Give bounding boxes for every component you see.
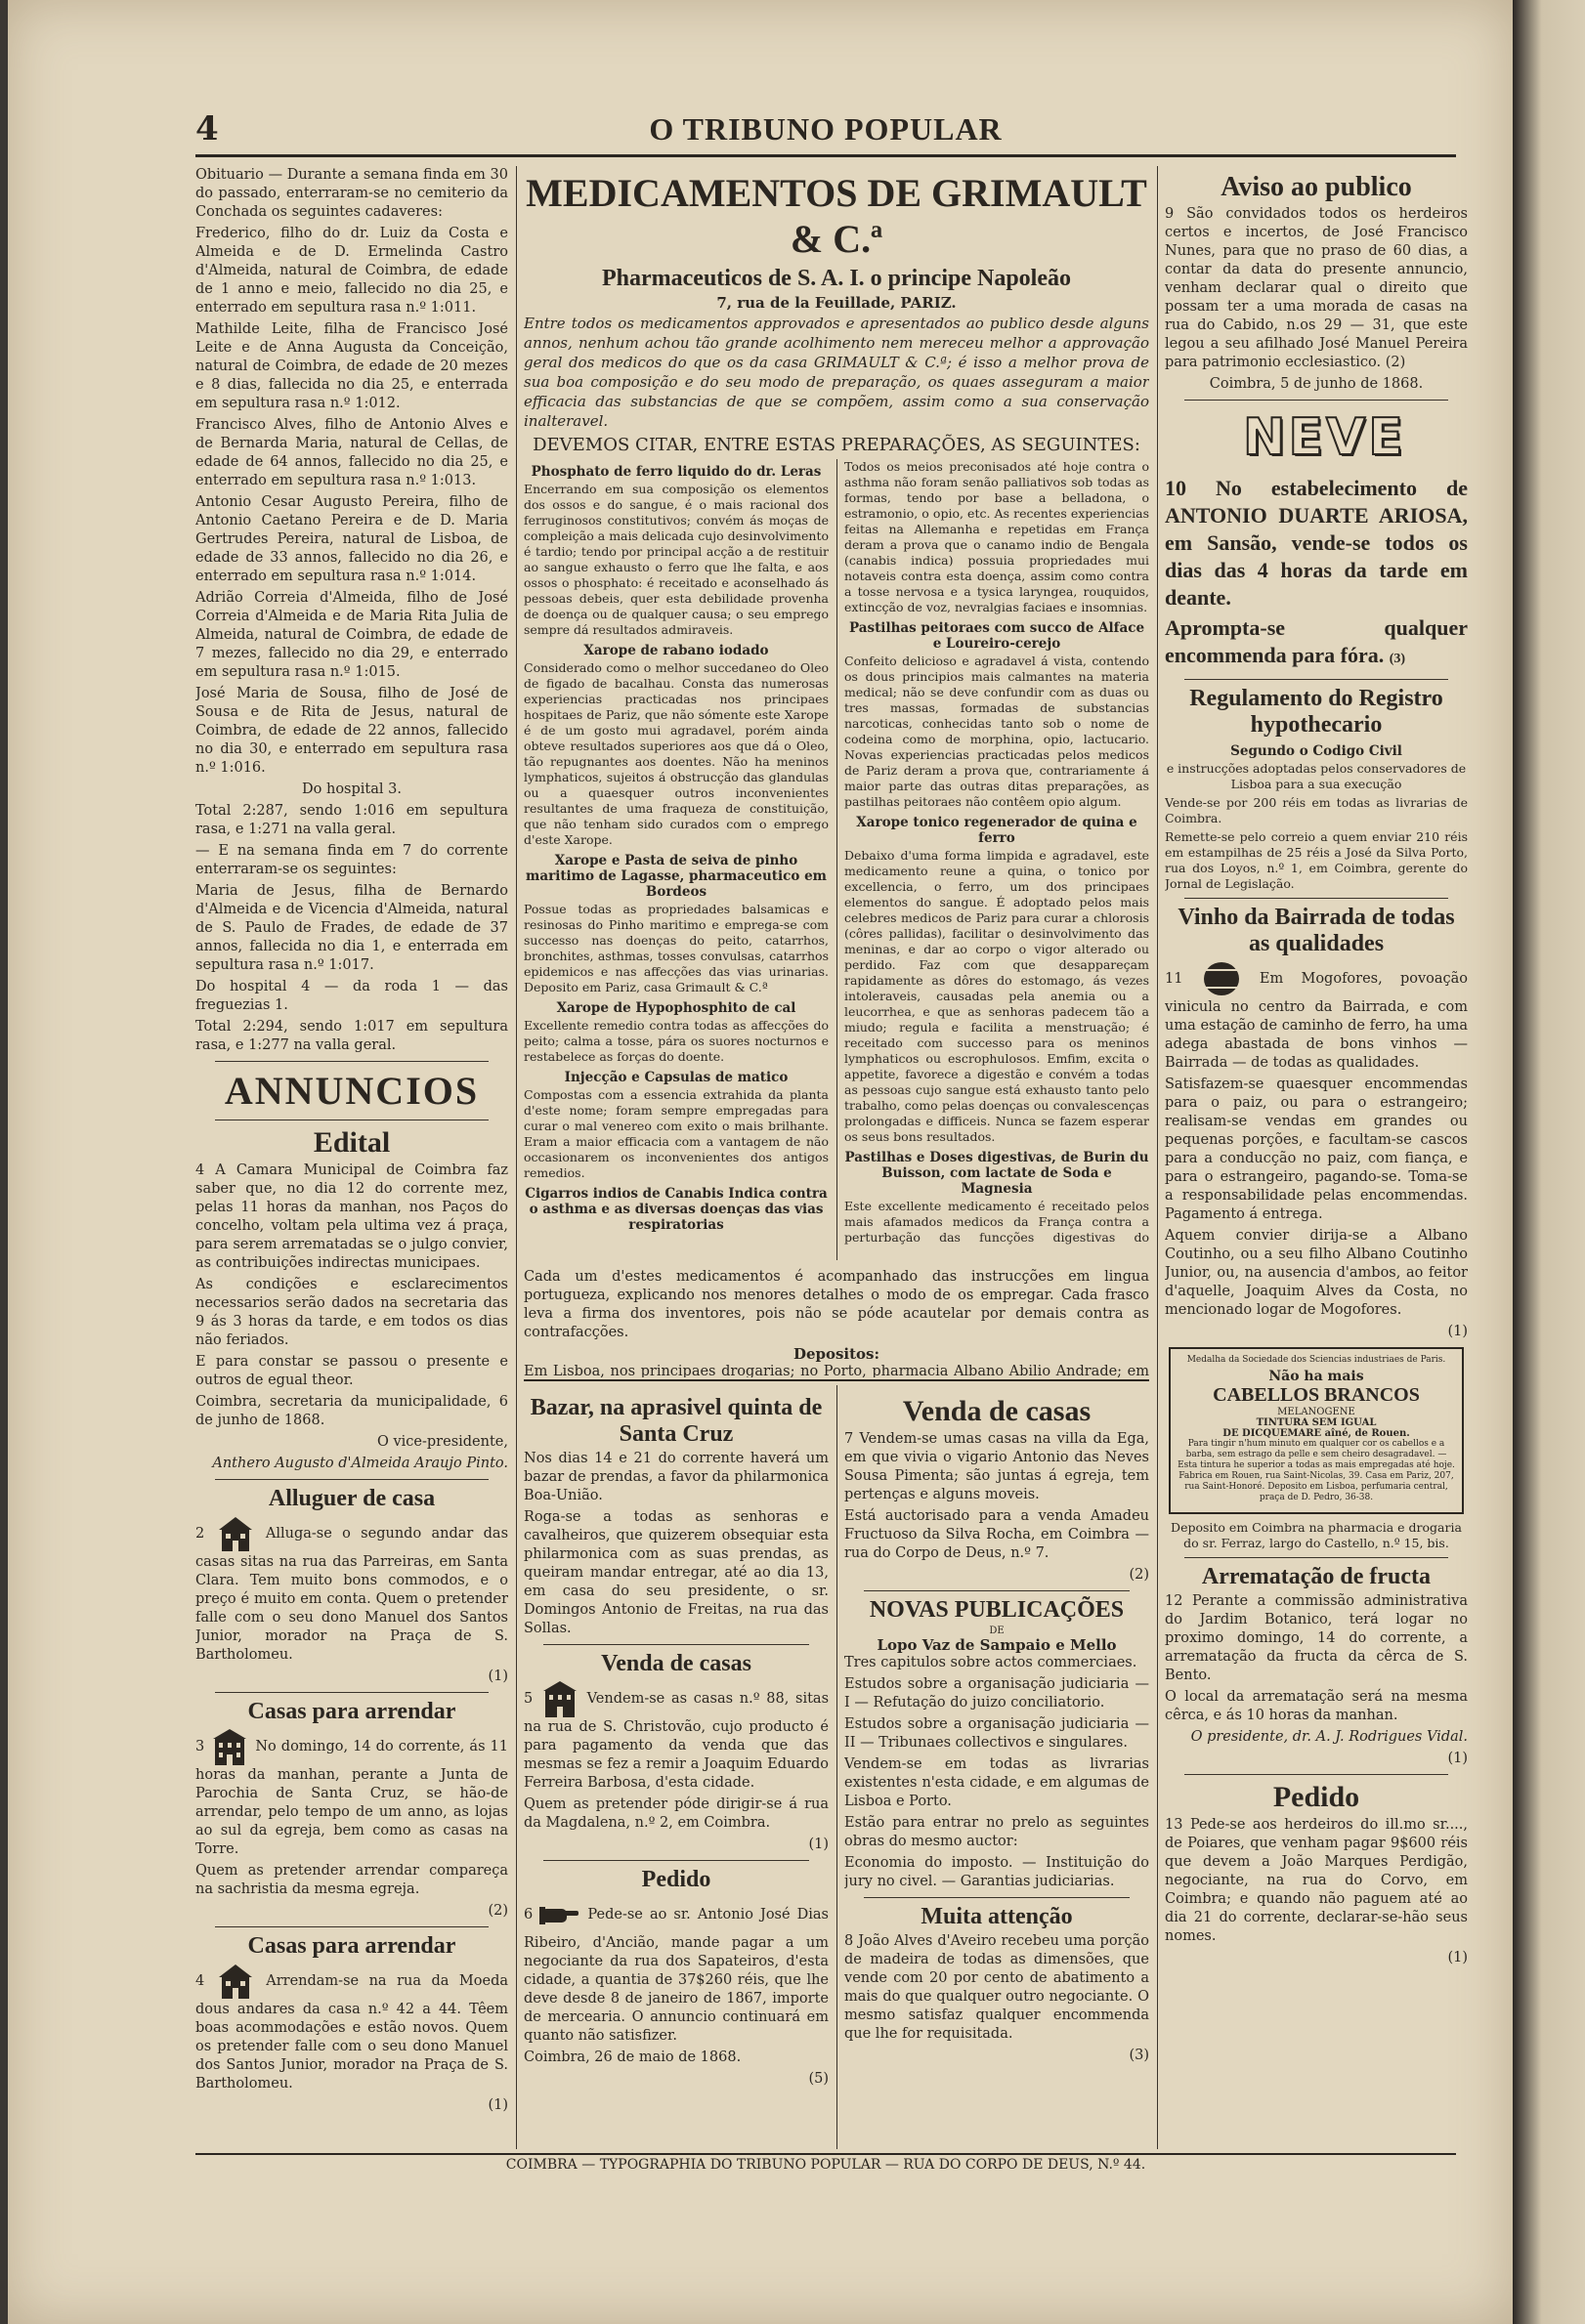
item-heading: Xarope de rabano iodado <box>583 643 769 658</box>
ad-text: Vende-se por 200 réis em todas as livrarias de Coimbra. <box>1165 795 1468 825</box>
ad-number: 2 <box>195 1526 205 1542</box>
edital-para: 4 A Camara Municipal de Coimbra faz saber que, no dia 12 do corrente mez, pelas 11 horas da manhan, nos Paços do concelho, voltam pela ultima vez á praça, para serem arrematadas se o julgo convier, as contribuições indirectas municipaes. <box>195 1162 508 1271</box>
ad-number: 8 <box>844 1933 854 1949</box>
item-heading: Injecção e Capsulas de matico <box>564 1070 789 1085</box>
ad-date: Coimbra, 5 de junho de 1868. <box>1209 376 1424 392</box>
building-icon <box>539 1679 580 1718</box>
regulamento-sub: Segundo o Codigo Civil <box>1230 743 1402 759</box>
ad-text: Quem as pretender arrendar compareça na sachristia da mesma egreja. <box>195 1863 508 1897</box>
column-1 <box>195 166 508 2154</box>
ad-number: 6 <box>524 1907 534 1923</box>
obituario-section <box>195 166 508 1055</box>
cabellos-tint: TINTURA SEM IGUAL <box>1256 1417 1377 1428</box>
edital-sign: O vice-presidente, <box>376 1434 508 1450</box>
edital-title: Edital <box>313 1126 391 1159</box>
bazar-title: Bazar, na aprasivel quinta de Santa Cruz <box>530 1395 823 1447</box>
ad-text: João Alves d'Aveiro recebeu uma porção de madeira de todas as dimensões, que vende com 20 por cento de abatimento a mais do que qualquer outro negociante. O mesmo satisfaz qualquer encommenda que lhe for requisitada. <box>844 1933 1149 2042</box>
column-3-bottom <box>844 1389 1149 2151</box>
divider <box>215 1479 489 1480</box>
ad-number: 3 <box>195 1739 205 1754</box>
item-text: Encerrando em sua composição os elementos dos ossos e do sangue, é o mais racional dos ferruginosos constitutivos; convém ás moças de compleição a mais delicada cujo desinvolvimento é tardio; tendo por principal acção a de restituir ao sangue exhausto o ferro que lhe falta, e aos ossos o phosphato: é receitado e aconselhado ás pessoas debeis, quer esta debilidade provenha de doença ou de qualquer causa; o seu emprego sempre dá resultados admiraveis. <box>524 482 829 637</box>
venda-title: Venda de casas <box>902 1395 1092 1427</box>
depositos-text: Em Lisboa, nos principaes drogarias; no Porto, pharmacia Albano Abilio Andrade; em <box>524 1364 1149 1377</box>
divider <box>1184 679 1448 680</box>
item-text: Debaixo d'uma forma limpida e agradavel, este medicamento reune a quina, o tonico por excellencia, o ferro, um dos principaes elementos do sangue. É adoptado pelos mais celebres medicos de Pariz para curar a chlorosis (côres pallidas), facilitar o desinvolvimento das meninas, e dar ao corpo o vigor alterado ou perdido. Faz com que desappareçam rapidamente as dôres do estomago, ás vezes intoleraveis, causadas pela anemia ou a leucorrhea, e que as senhoras padecem tão a miudo; regula e facilita a menstruação; é receitado com successo para os meninos lymphaticos ou escrophulosos. Emfim, excita o appetite, favorece a digestão e convém a todas as pessoas cujo sangue está exhausto tanto pelo trabalho, como pelas doenças ou convalescenças prolongadas e difficeis. Nunca se fazem esperar os seus bons resultados. <box>844 848 1149 1144</box>
ad-text: Satisfazem-se quaesquer encommendas para o paiz, ou para o estrangeiro; realisam-se vendas em grandes ou pequenas porções, e facultam-se cascos para a conducção no paiz, com fiança, e para o estrangeiro, pagando-se. Toma-se a responsabilidade pelas encommendas. Pagamento á entrega. <box>1165 1077 1468 1222</box>
divider <box>215 1061 489 1062</box>
obit-para: Total 2:294, sendo 1:017 em sepultura rasa, e 1:277 na valla geral. <box>195 1019 508 1053</box>
item-text: Este excellente medicamento é receitado pelos mais afamados medicos da França contra a perturbação das funcções digestivas do <box>844 1199 1149 1245</box>
divider <box>1184 1557 1448 1558</box>
page-number: 4 <box>195 109 219 148</box>
ad-number: 5 <box>524 1691 534 1707</box>
novas-line: Economia do imposto. — Instituição do jury no civel. — Garantias judiciarias. <box>844 1855 1149 1889</box>
obit-para: — E na semana finda em 7 do corrente enterraram-se os seguintes: <box>195 843 508 877</box>
column-divider <box>836 1385 837 2149</box>
novas-line: Estudos sobre a organisação judiciaria — I — Refutação do juizo conciliatorio. <box>844 1676 1149 1711</box>
obit-para: Frederico, filho do dr. Luiz da Costa e Almeida e de D. Ermelinda Castro d'Almeida, natural de Coimbra, de edade de 1 anno e meio, fallecido no dia 25, e enterrado em sepultura rasa n.º 1:011. <box>195 226 508 316</box>
ad-text: Alluga-se o segundo andar das casas sitas na rua das Parreiras, em Santa Clara. Tem muito bons commodos, e o preço é muito em conta. Quem o pretender falle com o seu dono Manuel dos Santos Junior, morador na Praça de S. Bartholomeu. <box>195 1526 508 1663</box>
cabellos-advert <box>1169 1347 1464 1514</box>
imprint-footer: COIMBRA — TYPOGRAPHIA DO TRIBUNO POPULAR — RUA DO CORPO DE DEUS, N.º 44. <box>505 2157 1146 2173</box>
novas-line: Vendem-se em todas as livrarias existentes n'esta cidade, e em algumas de Lisboa e Porto. <box>844 1756 1149 1809</box>
item-text: Excellente remedio contra todas as affecções do peito; calma a tosse, pára os suores nocturnos e restabelece as forças do doente. <box>524 1018 829 1064</box>
cabellos-title: CABELLOS BRANCOS <box>1213 1384 1420 1406</box>
item-text: Possue todas as propriedades balsamicas e resinosas do Pinho maritimo e emprega-se com successo nas doenças do peito, catarrhos, bronchites, asthmas, tosses convulsas, catarrhos epidemicos e nas affecções das vias urinarias. Deposito em Pariz, casa Grimault & C.ª <box>524 902 829 994</box>
ad-text: No estabelecimento de ANTONIO DUARTE ARIOSA, em Sansão, vende-se todos os dias das 4 horas da tarde em deante. <box>1165 476 1468 610</box>
cabellos-maker: DE DICQUEMARE aîné, de Rouen. <box>1222 1428 1410 1439</box>
novas-de: DE <box>989 1626 1005 1636</box>
divider <box>1184 1774 1448 1775</box>
vinho-title: Vinho da Bairrada de todas as qualidades <box>1178 905 1455 956</box>
ad-number: 7 <box>844 1431 854 1447</box>
obit-para: Mathilde Leite, filha de Francisco José Leite e de Anna Augusta da Conceição, natural de Coimbra, de edade de 20 mezes e 8 dias, fallecida no dia 25, e enterrada em sepultura rasa n.º 1:012. <box>195 321 508 411</box>
ad-text: O local da arrematação será na mesma cêrca, e ás 10 horas da manhan. <box>1165 1689 1468 1723</box>
ad-text: Aquem convier dirija-se a Albano Coutinho, ou a seu filho Albano Coutinho Junior, ou, na ausencia d'ambos, ao feitor d'aquelle, Joaquim Alves da Costa, no mencionado logar de Mogofores. <box>1165 1228 1468 1318</box>
ad-ref: (2) <box>1385 355 1406 370</box>
obit-para: Do hospital 3. <box>302 782 402 797</box>
ad-text: Vendem-se as casas n.º 88, sitas na rua de S. Christovão, cujo producto é para pagamento da venda que das mesmas se fez a remir a Joaquim Eduardo Ferreira Barbosa, d'esta cidade. <box>524 1691 829 1791</box>
ad-ref: (2) <box>1129 1567 1149 1583</box>
item-heading: Pastilhas e Doses digestivas, de Burin du Buisson, com lactate de Soda e Magnesia <box>844 1150 1149 1197</box>
column-divider <box>516 166 517 2149</box>
ad-text: São convidados todos os herdeiros certos e incertos, de José Francisco Nunes, para que no praso de 60 dias, a contar da data do presente annuncio, venham declarar qual o direito que possam ter a uma morada de casas na rua do Cabido, n.os 29 — 31, que este legou a seu afilhado José Manuel Pereira para patrimonio ecclesiastico. <box>1165 206 1468 370</box>
obit-para: José Maria de Sousa, filho de José de Sousa e de Rita de Jesus, natural de Coimbra, de edade de 22 annos, fallecido no dia 30, e enterrado em sepultura rasa n.º 1:016. <box>195 686 508 776</box>
header-rule <box>195 154 1456 157</box>
cabellos-text: Para tingir n'hum minuto em qualquer cor os cabellos e a barba, sem estrago da pelle e sem cheiro desagradavel. — Esta tintura he superior a todas as mais empregadas até hoje. Fabrica em Rouen, rua Saint-Nicolas, 39. Casa em Pariz, 207, rua Saint-Honoré. Deposito em Lisboa, perfumaria central, praça de D. Pedro, 36-38. <box>1178 1439 1455 1502</box>
obit-para: Maria de Jesus, filha de Bernardo d'Almeida e de Vicencia d'Almeida, natural de S. Paulo de Frades, de edade de 37 annos, fallecida no dia 1, e enterrada em sepultura rasa n.º 1:017. <box>195 883 508 973</box>
regulamento-sub2: e instrucções adoptadas pelos conservadores de Lisboa para a sua execução <box>1166 761 1467 791</box>
ad-text: O presidente, dr. A. J. Rodrigues Vidal. <box>1190 1729 1468 1745</box>
divider <box>215 1692 489 1693</box>
item-heading: Xarope de Hypophosphito de cal <box>556 1000 796 1016</box>
muita-title: Muita attenção <box>921 1904 1073 1929</box>
page-header <box>195 109 1456 148</box>
ad-number: 11 <box>1165 971 1183 987</box>
ad-ref: (1) <box>488 2097 508 2113</box>
ad-text: Pede-se ao sr. Antonio José Dias Ribeiro, d'Ancião, mande pagar a um negociante da rua dos Sapateiros, d'esta cidade, a quantia de 37$260 réis, que lhe deve desde 8 de janeiro de 1867, importe de mercearia. O annuncio continuará em quanto não satisfizer. <box>524 1907 829 2044</box>
grimault-devemos: DEVEMOS CITAR, ENTRE ESTAS PREPARAÇÕES, AS SEGUINTES: <box>533 435 1140 455</box>
novas-line: Estão para entrar no prelo as seguintes obras do mesmo auctor: <box>844 1815 1149 1849</box>
novas-title: NOVAS PUBLICAÇÕES <box>869 1597 1125 1623</box>
house-icon <box>215 1962 256 2001</box>
ad-ref: (3) <box>1129 2048 1149 2063</box>
cabellos-nao: Não ha mais <box>1268 1369 1364 1384</box>
grimault-advert <box>524 166 1149 1377</box>
ad-ref: (1) <box>488 1669 508 1684</box>
ad-ref: (2) <box>488 1903 508 1919</box>
ad-text: Roga-se a todas as senhoras e cavalheiros, que quizerem obsequiar esta philarmonica com as suas prendas, as queiram mandar entregar, até ao dia 13, em casa do seu presidente, o sr. Domingos Antonio de Freitas, na rua das Sollas. <box>524 1509 829 1636</box>
divider <box>1184 400 1448 401</box>
book-spine <box>1513 0 1585 2324</box>
grimault-title: MEDICAMENTOS DE GRIMAULT & C.ª <box>526 171 1147 261</box>
obit-para: Do hospital 4 — da roda 1 — das freguezias 1. <box>195 979 508 1013</box>
item-heading: Phosphato de ferro liquido do dr. Leras <box>531 464 822 480</box>
ad-ref: (3) <box>1389 652 1406 666</box>
ad-date: Coimbra, 26 de maio de 1868. <box>524 2049 742 2065</box>
pedido-title: Pedido <box>1272 1781 1360 1813</box>
item-heading: Cigarros indios de Canabis Indica contra o asthma e as diversas doenças das vias respiratorias <box>525 1186 828 1233</box>
grimault-closing: Cada um d'estes medicamentos é acompanhado das instrucções em lingua portugueza, explicando nos menores detalhes o modo de os empregar. Cada frasco leva a firma dos inventores, pois não se póde acautelar por demais contra as contrafacções. <box>524 1269 1149 1340</box>
depositos-heading: Depositos: <box>792 1345 880 1363</box>
ad-number: 12 <box>1165 1593 1183 1609</box>
ad-number: 13 <box>1165 1817 1183 1833</box>
grimault-intro: Entre todos os medicamentos approvados e apresentados ao publico desde alguns annos, nenhum achou tão grande acolhimento nem mereceu melhor a approvação geral dos medicos do que os da casa GRIMAULT & C.ª; é isso a melhor prova de sua boa composição e do seu modo de preparação, os quaes asseguram a maior efficacia das substancias de que se compõem, assim como a sua conservação inalteravel. <box>524 315 1149 430</box>
item-text: Confeito delicioso e agradavel á vista, contendo os dous principios mais calmantes na materia medical; não se deve confundir com as duas ou tres massas, formadas de substancias narcoticas, conhecidas tanto sob o nome de codeina como de morphina, opio, lactucario. Novas experiencias practicadas pelos medicos de Pariz deram a prova que, contrariamente á maior parte das outras ditas preparações, as pastilhas peitoraes não contêem opio algum. <box>844 654 1149 809</box>
ad-ref: (1) <box>1447 1324 1468 1339</box>
venda-title: Venda de casas <box>601 1651 751 1676</box>
cabellos-brand: MELANOGENE <box>1277 1407 1355 1417</box>
obit-para: Francisco Alves, filho de Antonio Alves e de Bernarda Maria, natural de Cellas, de edade de 64 annos, fallecido no dia 25, e enterrado em sepultura rasa n.º 1:013. <box>195 417 508 488</box>
ad-ref: (1) <box>1447 1751 1468 1766</box>
divider <box>524 1379 1149 1381</box>
ad-number: 9 <box>1165 206 1175 222</box>
annuncios-heading: ANNUNCIOS <box>224 1069 480 1113</box>
casas-title: Casas para arrendar <box>247 1699 456 1724</box>
column-divider <box>1157 166 1158 2149</box>
ad-text: Perante a commissão administrativa do Jardim Botanico, terá logar no proximo domingo, 14 do corrente, a arrematação da fructa da cêrca de S. Bento. <box>1165 1593 1468 1683</box>
ad-ref: (1) <box>808 1837 829 1852</box>
ad-text: Apromptа-se qualquer encommenda para fóra. <box>1165 615 1468 667</box>
novas-author: Lopo Vaz de Sampaio e Mello <box>877 1636 1117 1654</box>
ad-text: Nos dias 14 e 21 do corrente haverá um bazar de prendas, a favor da philarmonica Boa-União. <box>524 1451 829 1503</box>
obit-para: Adrião Correia d'Almeida, filho de José Correia d'Almeida e de Maria Rita Julia de Almeida, natural de Coimbra, de edade de 7 mezes, fallecido no dia 29, e enterrado em sepultura rasa n.º 1:015. <box>195 590 508 680</box>
grimault-subtitle: Pharmaceuticos de S. A. I. o principe Napoleão <box>602 266 1071 291</box>
ad-number: 4 <box>195 1973 205 1989</box>
ad-ref: (5) <box>808 2071 829 2087</box>
neve-title: NEVE <box>1243 408 1406 467</box>
item-text: Considerado como o melhor succedaneo do Oleo de figado de bacalhau. Consta das numerosas experiencias practicadas nos principaes hospitaes de Pariz, que não sómente este Xarope é de um gosto mui agradavel, porém ainda obteve resultados superiores aos que dá o Oleo, tão repugnantes aos doentes. Não ha meninos lymphaticos, sujeitos á obstrucção das glandulas ou a quaesquer outros inconvenientes resultantes de uma fraqueza de constituição, que não tenham sido curados com o emprego d'este Xarope. <box>524 660 829 847</box>
edital-para: As condições e esclarecimentos necessarios serão dados na secretaria das 9 ás 3 horas da tarde, e em todos os dias não feriados. <box>195 1277 508 1348</box>
edital-para: E para constar se passou o presente e outros de egual theor. <box>195 1354 508 1388</box>
item-heading: Pastilhas peitoraes com succo de Alface e Loureiro-cerejo <box>848 620 1145 652</box>
ad-number: 10 <box>1165 476 1186 500</box>
newspaper-title: O TRIBUNO POPULAR <box>649 111 1003 147</box>
divider <box>864 1897 1130 1898</box>
divider <box>864 1590 1130 1591</box>
item-heading: Xarope e Pasta de seiva de pinho maritimo de Lagasse, pharmaceutico em Bordeos <box>526 853 827 900</box>
ad-text: No domingo, 14 do corrente, ás 11 horas da manhan, perante a Junta de Parochia de Santa Cruz, se hão-de arrendar, pelo tempo de um anno, as lojas ao sul da egreja, bem como as casas na Torre. <box>195 1739 508 1857</box>
arrematacao-title: Arrematação de fructa <box>1201 1564 1432 1589</box>
footer-rule <box>195 2153 1456 2155</box>
aviso-title: Aviso ao publico <box>1221 172 1412 202</box>
divider <box>1184 898 1448 899</box>
ad-text: Está auctorisado para a venda Amadeu Fructuoso da Silva Rocha, em Coimbra — rua do Corpo de Deus, n.º 7. <box>844 1508 1149 1561</box>
item-text: Compostas com a essencia extrahida da planta d'este nome; foram sempre empregadas para curar o mal venereo com exito o mais brilhante. Eram a maior efficacia com a vantagem de não occasionarem os inconvenientes dos antigos remedios. <box>524 1087 829 1180</box>
edital-para: Coimbra, secretaria da municipalidade, 6 de junho de 1868. <box>195 1394 508 1428</box>
building-icon <box>209 1727 250 1766</box>
barrel-icon <box>1201 959 1242 998</box>
pointing-hand-icon <box>539 1895 580 1934</box>
ad-text: Vendem-se umas casas na villa da Ega, em que vivia o vigario Antonio das Neves Sousa Pimenta; são juntas á egreja, tem pertenças e alguns moveis. <box>844 1431 1149 1502</box>
item-text: Todos os meios preconisados até hoje contra o asthma não foram senão palliativos sob todas as formas, tendo por base a belladona, o estramonio, o opio, etc. As recentes experiencias feitas na Allemanha e repetidas em França deram a prova que o canamo indio de Bengala (canabis indica) possuia propriedades mui notaveis contra esta doença, assim como contra a tosse nervosa e a tysica laryngea, rouquidos, extincção de voz, nevralgias faciaes e insomnias. <box>844 459 1149 614</box>
ad-text: Quem as pretender póde dirigir-se á rua da Magdalena, n.º 2, em Coimbra. <box>524 1796 829 1831</box>
ad-text: Arrendam-se na rua da Moeda dous andares da casa n.º 42 a 44. Têem boas acommodações e estão novos. Quem os pretender falle com o seu dono Manuel dos Santos Junior, morador na Praça de S. Bartholomeu. <box>195 1973 508 2092</box>
divider <box>543 1644 809 1645</box>
casas-title: Casas para arrendar <box>247 1933 456 1959</box>
column-2-bottom <box>524 1389 829 2151</box>
column-4 <box>1165 166 1468 2154</box>
divider <box>215 1926 489 1927</box>
cabellos-depot: Deposito em Coimbra na pharmacia e drogaria do sr. Ferraz, largo do Castello, n.º 15, bis. <box>1171 1520 1462 1550</box>
obit-para: Obituario — Durante a semana finda em 30 do passado, enterraram-se no cemiterio da Conchada os seguintes cadaveres: <box>195 167 508 220</box>
cabellos-medal: Medalha da Sociedade dos Sciencias industriaes de Paris. <box>1186 1355 1446 1365</box>
aluguer-title: Alluguer de casa <box>268 1486 436 1511</box>
ad-ref: (1) <box>1447 1950 1468 1965</box>
pedido-title: Pedido <box>641 1867 711 1892</box>
ad-text: Remette-se pelo correio a quem enviar 210 réis em estampilhas de 25 réis a José da Silva Porto, rua dos Loyos, n.º 1, em Coimbra, gerente do Jornal de Legislação. <box>1165 829 1468 891</box>
ad-text: Pede-se aos herdeiros do ill.mo sr...., de Poiares, que venham pagar 9$600 réis que devem a João Marques Perdigão, negociante, na rua do Corvo, em Coimbra; e quando não paguem até ao dia 21 do corrente, declarar-se-hão seus nomes. <box>1165 1817 1468 1944</box>
obit-para: Antonio Cesar Augusto Pereira, filho de Antonio Caetano Pereira e de D. Maria Gertrudes Pereira, natural de Lisboa, de edade de 33 annos, fallecido no dia 26, e enterrado em sepultura rasa n.º 1:014. <box>195 494 508 584</box>
grimault-address: 7, rua de la Feuillade, PARIZ. <box>716 294 957 312</box>
divider <box>543 1860 809 1861</box>
ad-text: Em Mogofores, povoação vinicula no centro da Bairrada, e com uma estação de caminho de ferro, ha uma adega abastada de bons vinhos — Bairrada — de todas as qualidades. <box>1165 971 1468 1071</box>
grimault-items <box>524 459 1149 1260</box>
novas-line: Estudos sobre a organisação judiciaria — II — Tribunaes collectivos e singulares. <box>844 1716 1149 1751</box>
house-icon <box>215 1514 256 1553</box>
regulamento-title: Regulamento do Registro hypothecario <box>1189 686 1443 738</box>
item-heading: Xarope tonico regenerador de quina e ferro <box>856 815 1137 846</box>
obit-para: Total 2:287, sendo 1:016 em sepultura rasa, e 1:271 na valla geral. <box>195 803 508 837</box>
edital-signature: Anthero Augusto d'Almeida Araujo Pinto. <box>212 1456 508 1471</box>
novas-line: Tres capitulos sobre actos commerciaes. <box>844 1655 1137 1670</box>
